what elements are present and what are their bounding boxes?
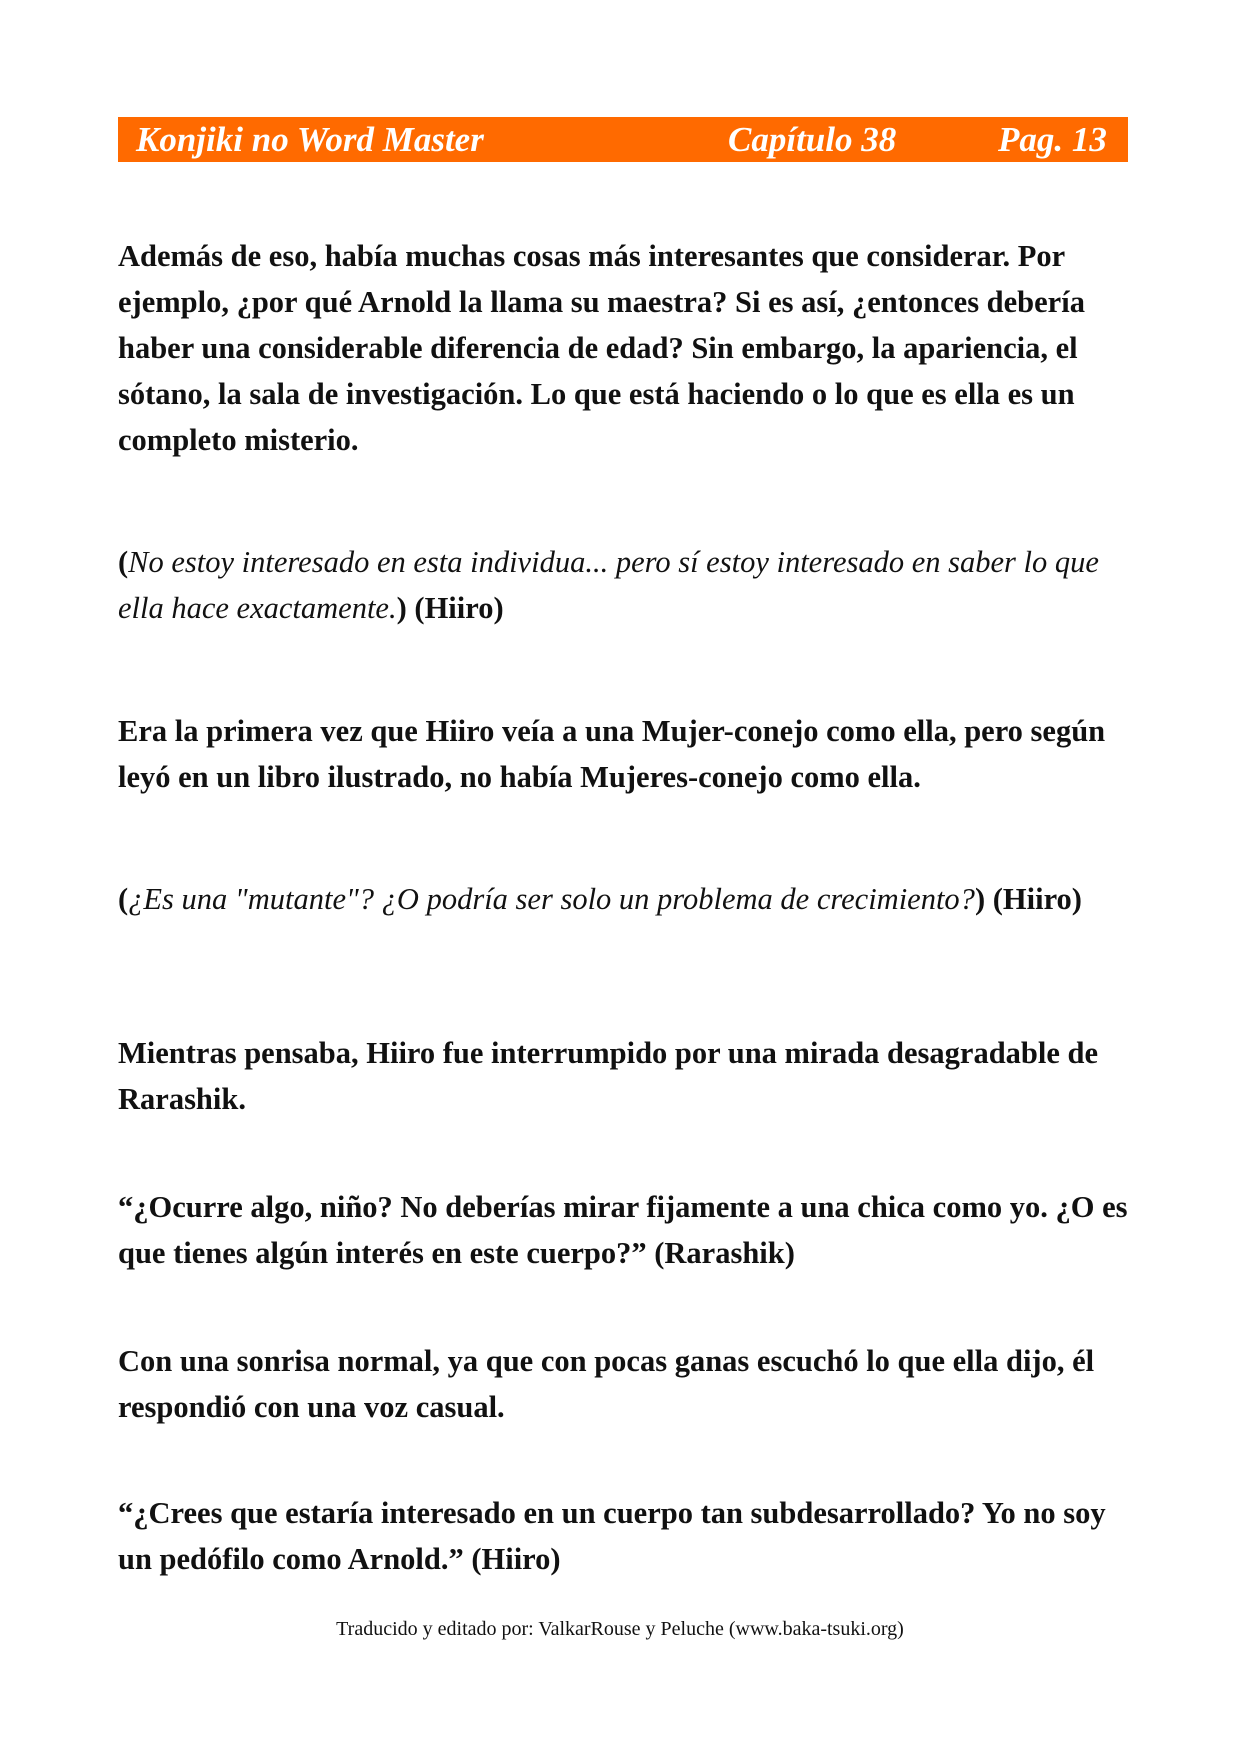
paragraph-3: Era la primera vez que Hiiro veía a una Mujer-conejo como ella, pero según leyó en un libro ilustrado, no había Mujeres-conejo como ella. — [118, 714, 1106, 794]
book-title: Konjiki no Word Master — [136, 120, 484, 159]
chapter-label: Capítulo 38 — [728, 120, 897, 159]
page-number: Pag. 13 — [998, 120, 1107, 159]
paragraph-8-dialogue: “¿Crees que estaría interesado en un cuerpo tan subdesarrollado? Yo no soy un pedófilo como Arnold.” (Hiiro) — [118, 1496, 1106, 1576]
speaker-tag: (Hiiro) — [985, 882, 1082, 916]
thought-close-paren: ) — [974, 882, 986, 916]
paragraph-2-thought — [118, 539, 1128, 631]
thought-close-paren: ) — [396, 591, 407, 625]
paragraph-5: Mientras pensaba, Hiiro fue interrumpido por una mirada desagradable de Rarashik. — [118, 1036, 1099, 1116]
page-header — [118, 117, 1128, 162]
thought-open-paren: ( — [118, 545, 129, 579]
speaker-tag: (Hiiro) — [406, 591, 504, 625]
thought-open-paren: ( — [118, 882, 129, 916]
paragraph-4-thought — [118, 876, 1128, 922]
thought-text: ¿Es una "mutante"? ¿O podría ser solo un problema de crecimiento? — [128, 882, 975, 916]
paragraph-7: Con una sonrisa normal, ya que con pocas ganas escuchó lo que ella dijo, él respondió con una voz casual. — [118, 1344, 1095, 1424]
paragraph-1: Además de eso, había muchas cosas más interesantes que considerar. Por ejemplo, ¿por qué Arnold la llama su maestra? Si es así, ¿entonces debería haber una considerable diferencia de edad? Sin embargo, la apariencia, el sótano, la sala de investigación. Lo que está haciendo o lo que es ella es un completo misterio. — [118, 239, 1085, 457]
translation-credits: Traducido y editado por: ValkarRouse y Peluche (www.baka-tsuki.org) — [336, 1618, 904, 1640]
paragraph-6-dialogue: “¿Ocurre algo, niño? No deberías mirar fijamente a una chica como yo. ¿O es que tienes algún interés en este cuerpo?” (Rarashik) — [118, 1190, 1128, 1270]
thought-text: No estoy interesado en esta individua... pero sí estoy interesado en saber lo que ella hace exactamente. — [118, 545, 1099, 625]
